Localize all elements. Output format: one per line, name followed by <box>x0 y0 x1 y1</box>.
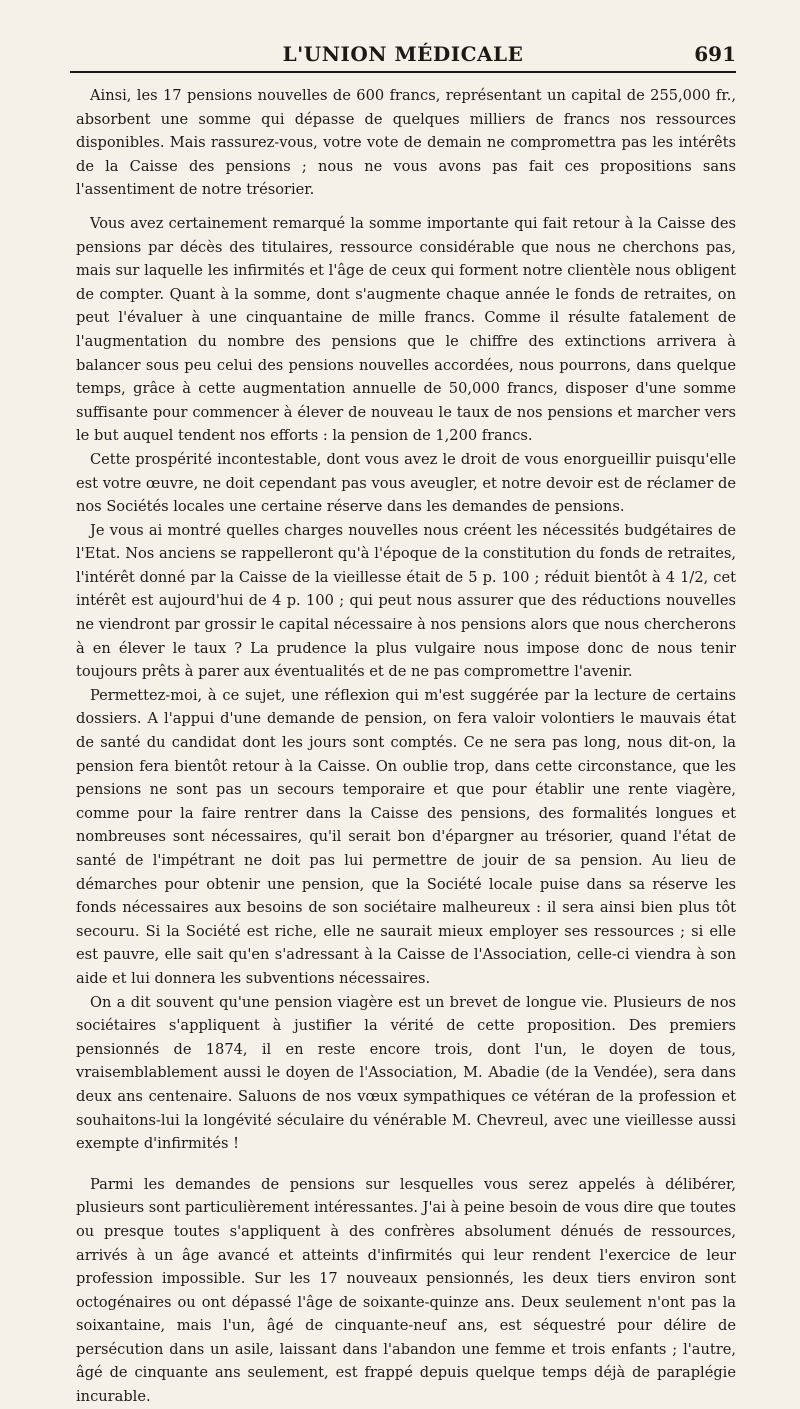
body-text <box>76 84 736 1409</box>
paragraph: Je vous ai montré quelles charges nouvelles nous créent les nécessités budgétaires de l'Etat. Nos anciens se rappelleront qu'à l'époque de la constitution du fonds de retraites, l'intérêt donné par la Caisse de la vieillesse était de 5 p. 100 ; réduit bientôt à 4 1/2, cet intérêt est aujourd'hui de 4 p. 100 ; qui peut nous assurer que des réductions nouvelles ne viendront par grossir le capital nécessaire à nos pensions alors que nous chercherons à en élever le taux ? La prudence la plus vulgaire nous impose donc de nous tenir toujours prêts à parer aux éventualités et de ne pas compromettre l'avenir. <box>76 521 736 681</box>
paragraph: Vous avez certainement remarqué la somme importante qui fait retour à la Caisse des pensions par décès des titulaires, ressource considérable que nous ne cherchons pas, mais sur laquelle les infirmités et l'âge de ceux qui forment notre clientèle nous obligent de compter. Quant à la somme, dont s'augmente chaque année le fonds de retraites, on peut l'évaluer à une cinquantaine de mille francs. Comme il résulte fatalement de l'augmentation du nombre des pensions que le chiffre des extinctions arrivera à balancer sous peu celui des pensions nouvelles accordées, nous pourrons, dans quelque temps, grâce à cette augmentation annuelle de 50,000 francs, disposer d'une somme suffisante pour commencer à élever de nouveau le taux de nos pensions et marcher vers le but auquel tendent nos efforts : la pension de 1,200 francs. <box>76 214 736 445</box>
paragraph: On a dit souvent qu'une pension viagère est un brevet de longue vie. Plusieurs de nos sociétaires s'appliquent à justifier la vérité de cette proposition. Des premiers pensionnés de 1874, il en reste encore trois, dont l'un, le doyen de tous, vraisemblablement aussi le doyen de l'Association, M. Abadie (de la Vendée), sera dans deux ans centenaire. Saluons de nos vœux sympathiques ce vétéran de la profession et souhaitons-lui la longévité séculaire du vénérable M. Chevreul, avec une vieillesse aussi exempte d'infirmités ! <box>76 993 736 1153</box>
page-number: 691 <box>694 42 736 66</box>
paragraph: Ainsi, les 17 pensions nouvelles de 600 francs, représentant un capital de 255,000 fr., absorbent une somme qui dépasse de quelques milliers de francs nos ressources disponibles. Mais rassurez-vous, votre vote de demain ne compromettra pas les intérêts de la Caisse des pensions ; nous ne vous avons pas fait ces propositions sans l'assentiment de notre trésorier. <box>76 87 736 199</box>
paragraph: Parmi les demandes de pensions sur lesquelles vous serez appelés à délibérer, plusieurs sont particulièrement intéressantes. J'ai à peine besoin de vous dire que toutes ou presque toutes s'appliquent à des confrères absolument dénués de ressources, arrivés à un âge avancé et atteints d'infirmités qui leur rendent l'exercice de leur profession impossible. Sur les 17 nouveaux pensionnés, les deux tiers environ sont octogénaires ou ont dépassé l'âge de soixante-quinze ans. Deux seulement n'ont pas la soixantaine, mais l'un, âgé de cinquante-neuf ans, est séquestré pour délire de persécution dans un asile, laissant dans l'abandon une femme et trois enfants ; l'autre, âgé de cinquante ans seulement, est frappé depuis quelque temps déjà de paraplégie incurable. <box>76 1175 736 1406</box>
paragraph: Cette prospérité incontestable, dont vous avez le droit de vous enorgueillir puisqu'elle est votre œuvre, ne doit cependant pas vous aveugler, et notre devoir est de réclamer de nos Sociétés locales une certaine réserve dans les demandes de pensions. <box>76 450 736 516</box>
paragraph: Permettez-moi, à ce sujet, une réflexion qui m'est suggérée par la lecture de certains dossiers. A l'appui d'une demande de pension, on fera valoir volontiers le mauvais état de santé du candidat dont les jours sont comptés. Ce ne sera pas long, nous dit-on, la pension fera bientôt retour à la Caisse. On oublie trop, dans cette circonstance, que les pensions ne sont pas un secours temporaire et que pour établir une rente viagère, comme pour la faire rentrer dans la Caisse des pensions, des formalités longues et nombreuses sont nécessaires, qu'il serait bon d'épargner au trésorier, quand l'état de santé de l'impétrant ne doit pas lui permettre de jouir de sa pension. Au lieu de démarches pour obtenir une pension, que la Société locale puise dans sa réserve les fonds nécessaires aux besoins de son sociétaire malheureux : il sera ainsi bien plus tôt secouru. Si la Société est riche, elle ne saurait mieux employer ses ressources ; si elle est pauvre, elle sait qu'en s'adressant à la Caisse de l'Association, celle-ci viendra à son aide et lui donnera les subventions nécessaires. <box>76 686 736 987</box>
header-rule <box>70 71 736 73</box>
running-header <box>70 38 736 68</box>
journal-title: L'UNION MÉDICALE <box>282 42 524 66</box>
